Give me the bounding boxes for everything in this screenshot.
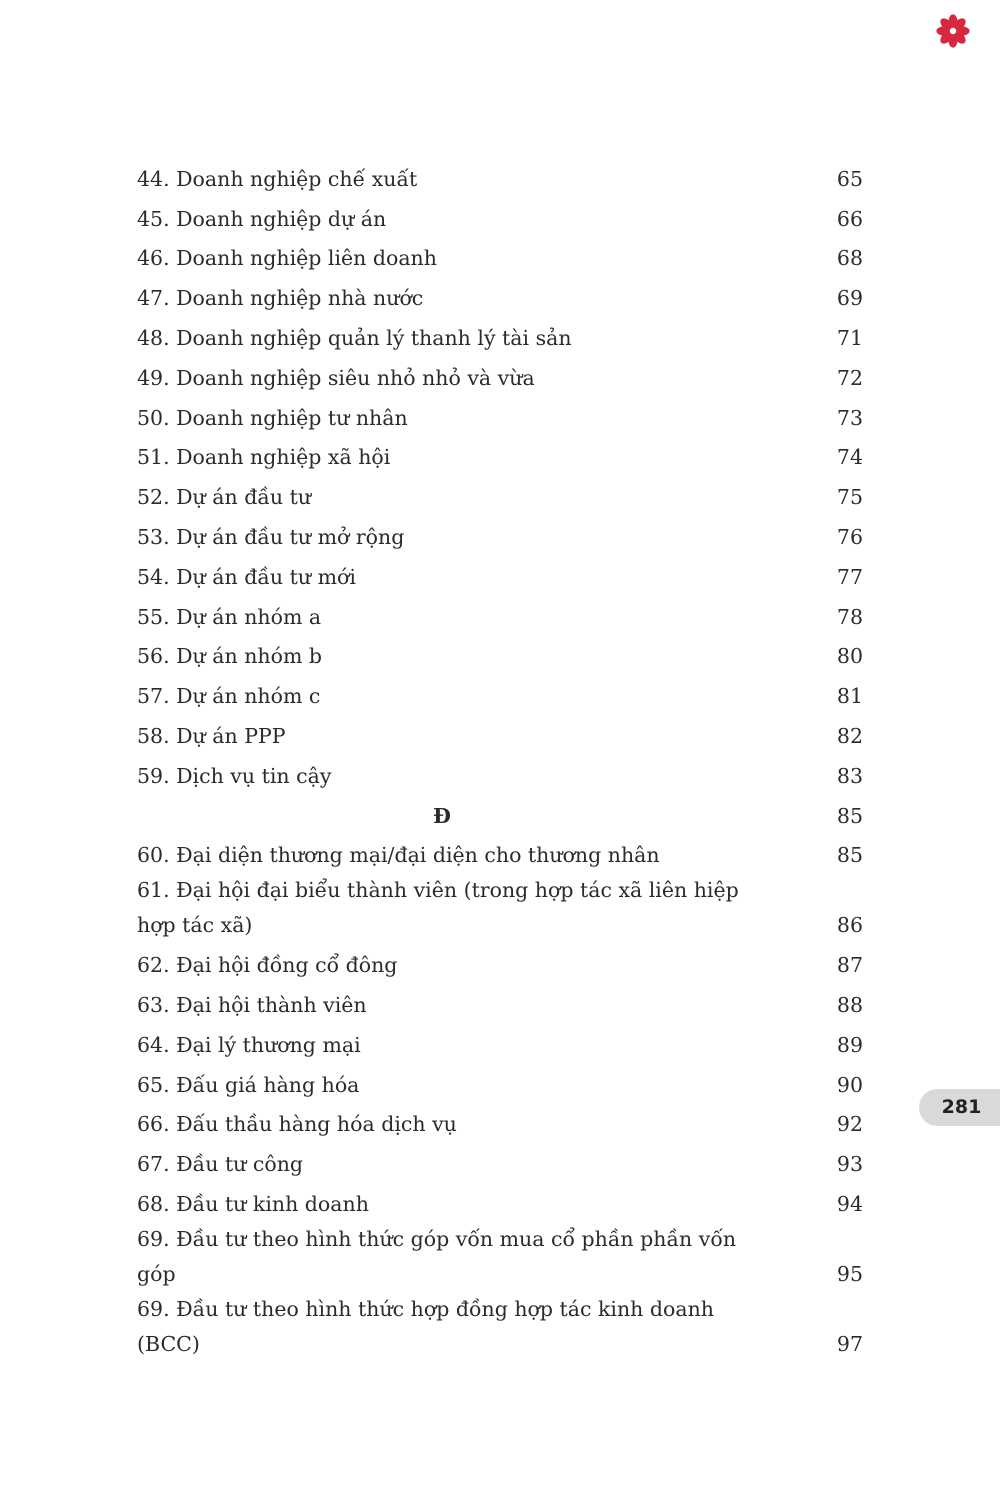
toc-entry-title: 66. Đấu thầu hàng hóa dịch vụ: [137, 1112, 457, 1137]
toc-entry: [137, 714, 863, 754]
toc-entry: [137, 1292, 863, 1362]
toc-entry-title: 69. Đầu tư theo hình thức hợp đồng hợp tác kinh doanh (BCC): [137, 1296, 714, 1356]
toc-entry-page: 93: [836, 1152, 863, 1177]
toc-entry: [137, 834, 863, 874]
toc-entry: [137, 515, 863, 555]
toc-entry: [137, 754, 863, 794]
toc-entry-title: 57. Dự án nhóm c: [137, 684, 321, 709]
toc-entry-page: 77: [836, 564, 863, 589]
toc-entry: [137, 674, 863, 714]
toc-entry-title: 65. Đấu giá hàng hóa: [137, 1072, 360, 1097]
toc-entry-page: 83: [836, 763, 863, 788]
toc-entry-title: 63. Đại hội thành viên: [137, 992, 367, 1017]
toc-entry-title: 62. Đại hội đồng cổ đông: [137, 953, 398, 978]
toc-entry: [137, 595, 863, 635]
toc-entry-title: 52. Dự án đầu tư: [137, 485, 312, 510]
page-number-tab: 281: [919, 1089, 1000, 1126]
toc-entry-page: 92: [836, 1112, 863, 1137]
toc-entry-page: 73: [836, 405, 863, 430]
section-letter: Đ: [433, 803, 451, 828]
toc-section-heading: [137, 794, 863, 834]
toc-entry: [137, 237, 863, 277]
toc-entry: [137, 276, 863, 316]
toc-entry-page: 89: [836, 1032, 863, 1057]
toc-entry-page: 94: [836, 1191, 863, 1216]
toc-entry-page: 80: [836, 644, 863, 669]
toc-entry: [137, 943, 863, 983]
toc-entry-title: 59. Dịch vụ tin cậy: [137, 763, 332, 788]
toc-entry-title: 45. Doanh nghiệp dự án: [137, 206, 387, 231]
toc-entry-page: 76: [836, 524, 863, 549]
toc-entry: [137, 1023, 863, 1063]
toc-entry-page: 75: [836, 485, 863, 510]
toc-entry: [137, 873, 863, 943]
toc-entry-title: 49. Doanh nghiệp siêu nhỏ nhỏ và vừa: [137, 365, 535, 390]
toc-entry-page: 90: [836, 1072, 863, 1097]
toc-entry-page: 85: [836, 803, 863, 828]
toc-entry-page: 66: [836, 206, 863, 231]
toc-entry-page: 78: [836, 604, 863, 629]
toc-entry-title: 60. Đại diện thương mại/đại diện cho thương nhân: [137, 843, 660, 868]
toc-entry: [137, 1182, 863, 1222]
toc-entry: [137, 197, 863, 237]
toc-entry: [137, 316, 863, 356]
toc-entry-page: 87: [836, 953, 863, 978]
toc-entry-title: 56. Dự án nhóm b: [137, 644, 323, 669]
toc-entry-title: 61. Đại hội đại biểu thành viên (trong hợp tác xã liên hiệp hợp tác xã): [137, 878, 739, 938]
toc-entry-title: 48. Doanh nghiệp quản lý thanh lý tài sản: [137, 325, 572, 350]
toc-entry-title: 58. Dự án PPP: [137, 723, 286, 748]
toc-entry: [137, 983, 863, 1023]
toc-entry-page: 81: [836, 684, 863, 709]
toc-entry-title: 53. Dự án đầu tư mở rộng: [137, 524, 405, 549]
toc-entry: [137, 157, 863, 197]
toc-entry: [137, 635, 863, 675]
toc-entry-page: 69: [836, 286, 863, 311]
toc-entry-title: 55. Dự án nhóm a: [137, 604, 322, 629]
toc-entry-page: 72: [836, 365, 863, 390]
toc-entry-title: 50. Doanh nghiệp tư nhân: [137, 405, 408, 430]
toc-entry: [137, 1063, 863, 1103]
toc-entry-title: 54. Dự án đầu tư mới: [137, 564, 356, 589]
toc-entry: [137, 555, 863, 595]
toc-entry-title: 47. Doanh nghiệp nhà nước: [137, 286, 424, 311]
toc-entry-page: 65: [836, 166, 863, 191]
toc-entry-title: 67. Đầu tư công: [137, 1152, 304, 1177]
toc-entry: [137, 1222, 863, 1292]
toc-entry-title: 51. Doanh nghiệp xã hội: [137, 445, 391, 470]
toc-entry: [137, 396, 863, 436]
toc-entry-page: 71: [836, 325, 863, 350]
toc-entry-title: 46. Doanh nghiệp liên doanh: [137, 246, 437, 271]
flower-logo-icon: [936, 14, 970, 48]
toc-entry-page: 74: [836, 445, 863, 470]
toc-entry-page: 97: [836, 1331, 863, 1356]
toc-entry-page: 68: [836, 246, 863, 271]
toc-entry-title: [137, 799, 823, 834]
toc-entry-title: 69. Đầu tư theo hình thức góp vốn mua cổ phần phần vốn góp: [137, 1226, 737, 1286]
toc-entry-page: 82: [836, 723, 863, 748]
toc-entry-title: 64. Đại lý thương mại: [137, 1032, 361, 1057]
toc-entry: [137, 1103, 863, 1143]
table-of-contents: [137, 157, 863, 1362]
toc-entry-page: 86: [836, 913, 863, 938]
toc-entry-page: 95: [836, 1261, 863, 1286]
toc-entry: [137, 475, 863, 515]
toc-entry: [137, 356, 863, 396]
toc-entry-title: 68. Đầu tư kinh doanh: [137, 1191, 369, 1216]
toc-entry-page: 85: [836, 843, 863, 868]
toc-entry-title: 44. Doanh nghiệp chế xuất: [137, 166, 418, 191]
toc-entry-page: 88: [836, 992, 863, 1017]
toc-entry: [137, 1142, 863, 1182]
toc-entry: [137, 436, 863, 476]
